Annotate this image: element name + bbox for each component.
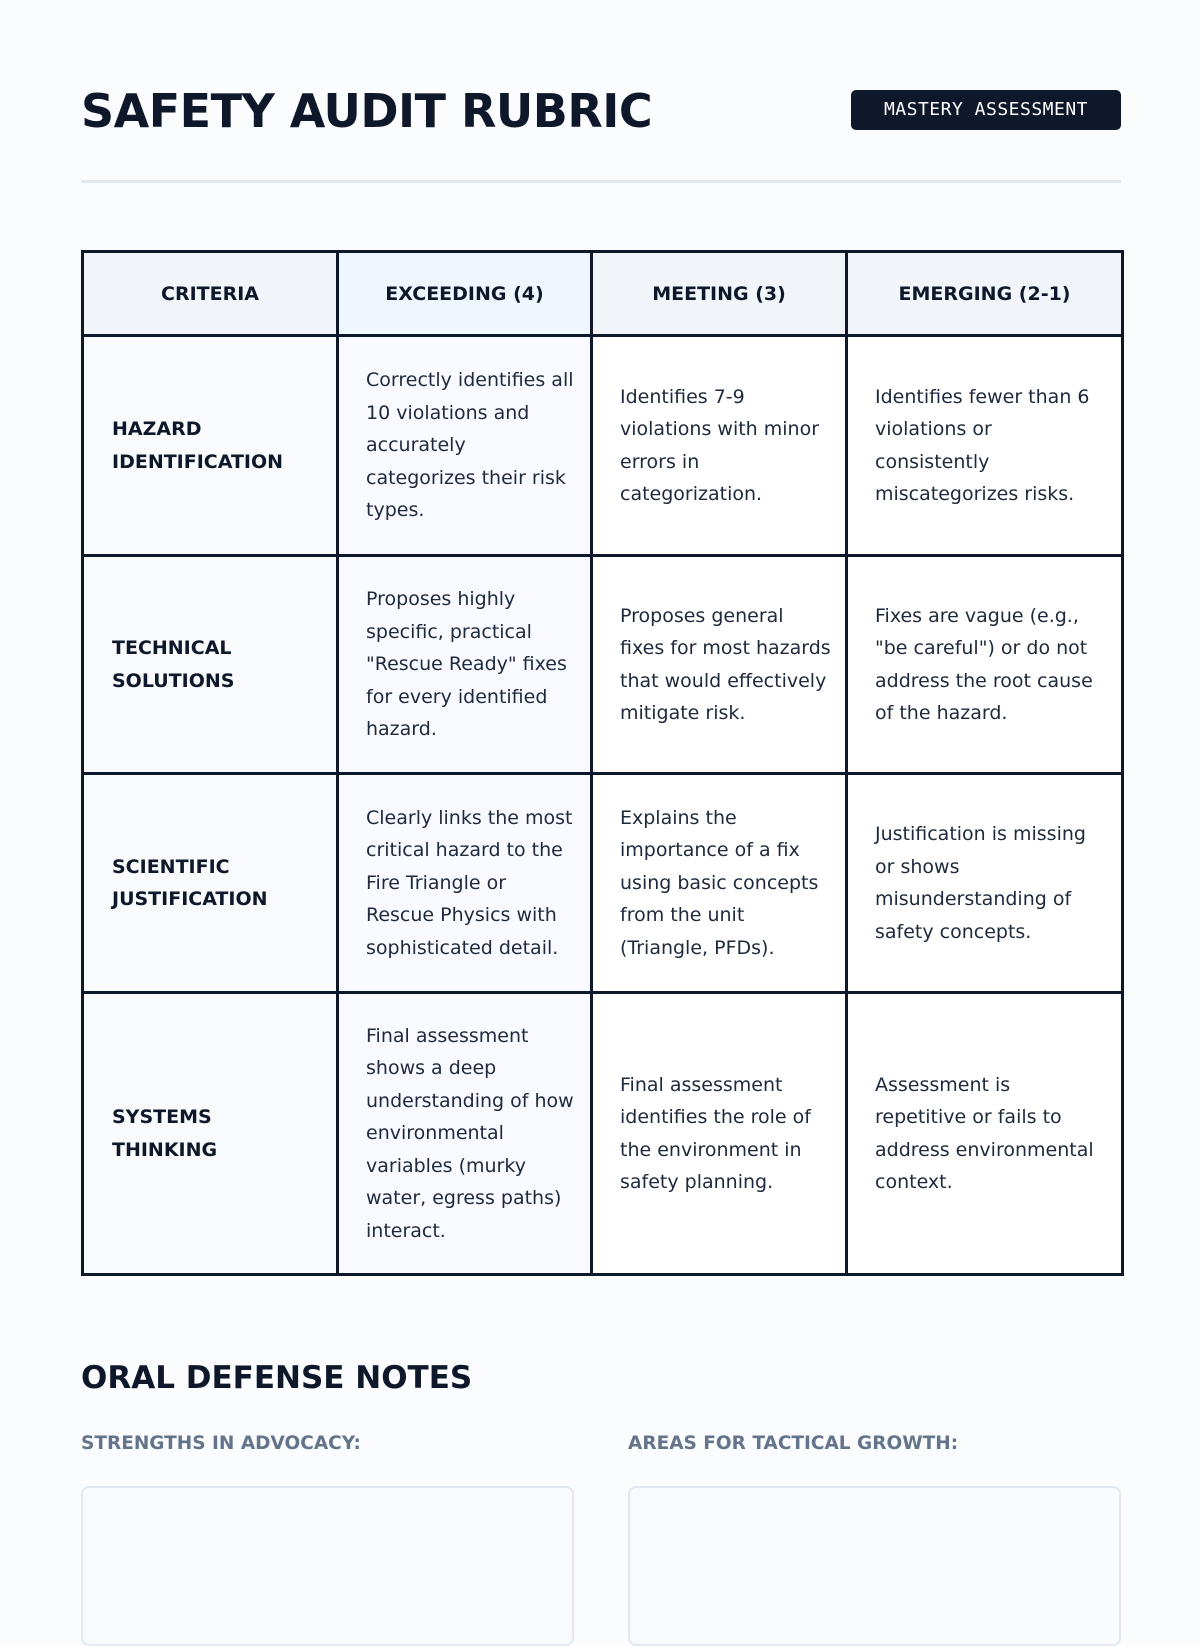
- meeting-cell: Identifies 7-9 violations with minor errors in categorization.: [592, 336, 847, 556]
- table-row: [83, 336, 1123, 556]
- meeting-cell: Proposes general fixes for most hazards that would effectively mitigate risk.: [592, 556, 847, 774]
- strengths-notes-box[interactable]: [81, 1486, 574, 1646]
- criteria-cell: HAZARD IDENTIFICATION: [83, 336, 338, 556]
- criteria-cell: TECHNICAL SOLUTIONS: [83, 556, 338, 774]
- rubric-table: [81, 250, 1124, 1276]
- page-title: SAFETY AUDIT RUBRIC: [81, 84, 653, 138]
- emerging-cell: Justification is missing or shows misunderstanding of safety concepts.: [847, 774, 1123, 993]
- growth-notes-box[interactable]: [628, 1486, 1121, 1646]
- column-header-exceeding: EXCEEDING (4): [338, 252, 592, 336]
- table-row: [83, 774, 1123, 993]
- emerging-cell: Fixes are vague (e.g., "be careful") or do not address the root cause of the hazard.: [847, 556, 1123, 774]
- emerging-cell: Identifies fewer than 6 violations or consistently miscategorizes risks.: [847, 336, 1123, 556]
- exceeding-cell: Clearly links the most critical hazard to the Fire Triangle or Rescue Physics with sophisticated detail.: [338, 774, 592, 993]
- column-header-emerging: EMERGING (2-1): [847, 252, 1123, 336]
- emerging-cell: Assessment is repetitive or fails to address environmental context.: [847, 993, 1123, 1275]
- header-divider: [81, 180, 1121, 183]
- exceeding-cell: Proposes highly specific, practical "Rescue Ready" fixes for every identified hazard.: [338, 556, 592, 774]
- oral-defense-notes-title: ORAL DEFENSE NOTES: [81, 1360, 473, 1396]
- table-row: [83, 556, 1123, 774]
- exceeding-cell: Correctly identifies all 10 violations and accurately categorizes their risk types.: [338, 336, 592, 556]
- column-header-meeting: MEETING (3): [592, 252, 847, 336]
- rubric-header-row: [83, 252, 1123, 336]
- growth-label: AREAS FOR TACTICAL GROWTH:: [628, 1433, 959, 1454]
- table-row: [83, 993, 1123, 1275]
- column-header-criteria: CRITERIA: [83, 252, 338, 336]
- strengths-label: STRENGTHS IN ADVOCACY:: [81, 1433, 361, 1454]
- exceeding-cell: Final assessment shows a deep understanding of how environmental variables (murky water, egress paths) interact.: [338, 993, 592, 1275]
- meeting-cell: Final assessment identifies the role of the environment in safety planning.: [592, 993, 847, 1275]
- mastery-assessment-badge: MASTERY ASSESSMENT: [851, 90, 1121, 130]
- meeting-cell: Explains the importance of a fix using basic concepts from the unit (Triangle, PFDs).: [592, 774, 847, 993]
- criteria-cell: SCIENTIFIC JUSTIFICATION: [83, 774, 338, 993]
- criteria-cell: SYSTEMS THINKING: [83, 993, 338, 1275]
- page-header: [81, 80, 1121, 140]
